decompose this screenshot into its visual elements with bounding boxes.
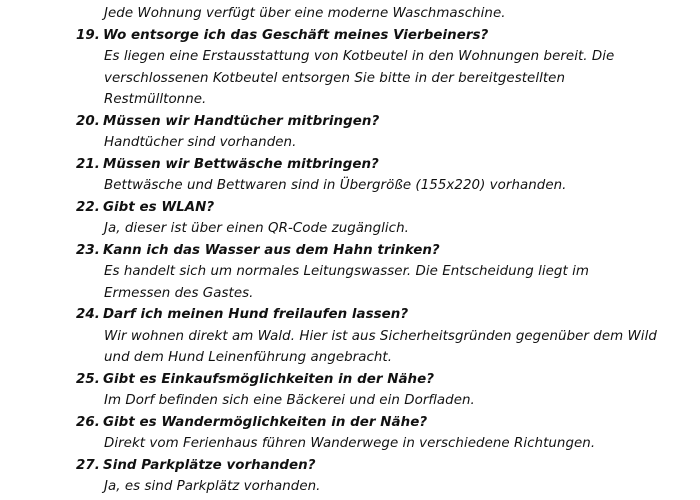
question <box>76 112 379 132</box>
question-number: 26. <box>76 415 100 430</box>
question-text: Kann ich das Wasser aus dem Hahn trinken? <box>103 243 440 258</box>
answer-line: Handtücher sind vorhanden. <box>104 135 297 150</box>
question-number: 22. <box>76 200 100 215</box>
question-number: 21. <box>76 157 100 172</box>
answer-line: Wir wohnen direkt am Wald. Hier ist aus Sicherheitsgründen gegenüber dem Wild <box>104 329 657 344</box>
question-text: Gibt es WLAN? <box>103 200 215 215</box>
question-text: Gibt es Wandermöglichkeiten in der Nähe? <box>103 415 428 430</box>
question <box>76 241 440 261</box>
answer-line: Jede Wohnung verfügt über eine moderne Waschmaschine. <box>104 6 506 21</box>
question-text: Sind Parkplätze vorhanden? <box>103 458 316 473</box>
question-text: Wo entsorge ich das Geschäft meines Vierbeiners? <box>103 28 489 43</box>
answer-line: Es liegen eine Erstausstattung von Kotbeutel in den Wohnungen bereit. Die <box>104 49 615 64</box>
question <box>76 456 316 476</box>
question <box>76 305 408 325</box>
question-number: 27. <box>76 458 100 473</box>
question-number: 23. <box>76 243 100 258</box>
question-number: 19. <box>76 28 100 43</box>
question <box>76 155 379 175</box>
answer-line: und dem Hund Leinenführung angebracht. <box>104 350 393 365</box>
answer-line: Ermessen des Gastes. <box>104 286 254 301</box>
question-number: 24. <box>76 307 100 322</box>
question <box>76 198 214 218</box>
question-text: Darf ich meinen Hund freilaufen lassen? <box>103 307 409 322</box>
question-text: Müssen wir Handtücher mitbringen? <box>103 114 380 129</box>
question-number: 25. <box>76 372 100 387</box>
question-number: 20. <box>76 114 100 129</box>
answer-line: Bettwäsche und Bettwaren sind in Übergröße (155x220) vorhanden. <box>104 178 567 193</box>
answer-line: Im Dorf befinden sich eine Bäckerei und ein Dorfladen. <box>104 393 475 408</box>
question <box>76 26 488 46</box>
answer-line: Ja, dieser ist über einen QR-Code zugänglich. <box>104 221 409 236</box>
answer-line: verschlossenen Kotbeutel entsorgen Sie bitte in der bereitgestellten <box>104 71 566 86</box>
answer-line: Es handelt sich um normales Leitungswasser. Die Entscheidung liegt im <box>104 264 589 279</box>
question <box>76 370 434 390</box>
answer-line: Direkt vom Ferienhaus führen Wanderwege in verschiedene Richtungen. <box>104 436 596 451</box>
question-text: Gibt es Einkaufsmöglichkeiten in der Nähe? <box>103 372 435 387</box>
question-text: Müssen wir Bettwäsche mitbringen? <box>103 157 379 172</box>
answer-line: Restmülltonne. <box>104 92 207 107</box>
answer-line: Ja, es sind Parkplätz vorhanden. <box>104 479 321 494</box>
question <box>76 413 427 433</box>
